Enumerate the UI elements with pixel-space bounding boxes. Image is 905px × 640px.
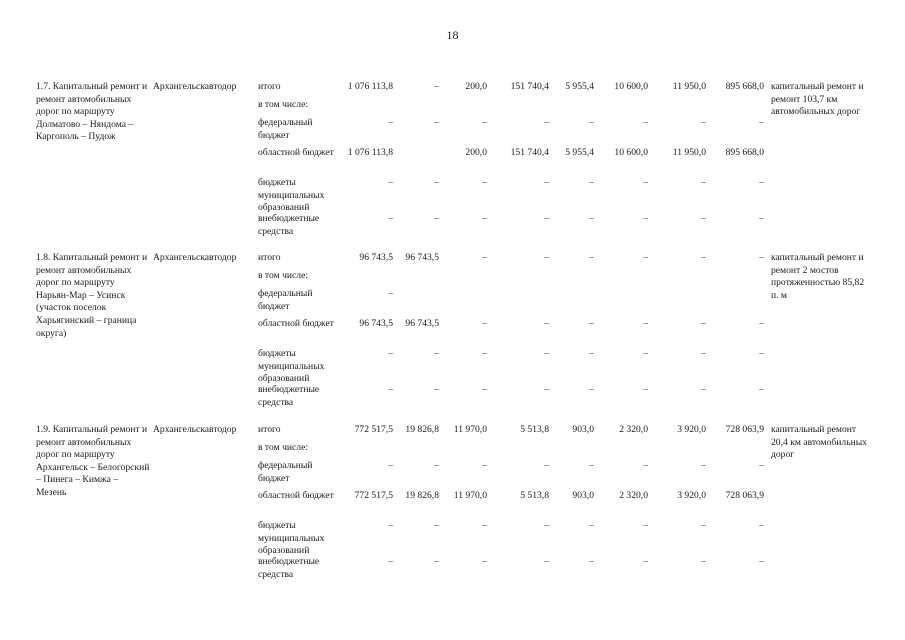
funding-value: –	[701, 177, 706, 188]
funding-value: 11 970,0	[453, 490, 487, 501]
funding-source: итого	[258, 81, 281, 92]
funding-value: –	[482, 213, 487, 224]
funding-value: –	[482, 318, 487, 329]
funding-value: –	[643, 520, 648, 531]
funding-source: бюджеты муниципальных образований	[258, 348, 325, 385]
funding-value: –	[434, 81, 439, 92]
funding-value: –	[434, 117, 439, 128]
funding-value: –	[434, 384, 439, 395]
funding-value: 5 513,8	[520, 490, 549, 501]
funding-value: –	[544, 252, 549, 263]
funding-value: –	[589, 460, 594, 471]
item-executor: Архангельскавтодор	[153, 252, 237, 263]
funding-value: –	[589, 520, 594, 531]
funding-source: внебюджетные средства	[258, 213, 320, 237]
funding-value: –	[388, 348, 393, 359]
funding-source: областной бюджет	[258, 490, 334, 501]
funding-value: –	[482, 556, 487, 567]
funding-value: 96 743,5	[405, 252, 439, 263]
funding-value: 3 920,0	[677, 424, 706, 435]
funding-value: –	[759, 556, 764, 567]
funding-value: –	[482, 177, 487, 188]
funding-value: 10 600,0	[614, 81, 648, 92]
funding-value: 96 743,5	[359, 252, 393, 263]
funding-source: в том числе:	[258, 270, 309, 281]
funding-value: –	[388, 177, 393, 188]
funding-value: –	[544, 460, 549, 471]
funding-source: в том числе:	[258, 442, 309, 453]
funding-value: 5 955,4	[565, 147, 594, 158]
funding-value: –	[388, 213, 393, 224]
funding-value: 772 517,5	[354, 424, 393, 435]
funding-value: 96 743,5	[359, 318, 393, 329]
funding-source: итого	[258, 252, 281, 263]
funding-value: –	[643, 318, 648, 329]
page-number: 18	[446, 28, 459, 42]
funding-value: 5 513,8	[520, 424, 549, 435]
funding-value: –	[759, 318, 764, 329]
funding-value: –	[643, 213, 648, 224]
funding-value: –	[589, 177, 594, 188]
funding-source: федеральный бюджет	[258, 460, 313, 484]
funding-value: –	[482, 460, 487, 471]
funding-value: 895 668,0	[725, 147, 764, 158]
funding-value: 151 740,4	[510, 81, 549, 92]
funding-value: –	[701, 318, 706, 329]
funding-value: –	[759, 520, 764, 531]
funding-value: –	[643, 348, 648, 359]
funding-value: –	[643, 117, 648, 128]
funding-value: 5 955,4	[565, 81, 594, 92]
funding-value: –	[434, 177, 439, 188]
funding-value: –	[482, 384, 487, 395]
item-expected-result: капитальный ремонт 20,4 км автомобильных дорог	[771, 424, 867, 461]
funding-value: 2 320,0	[619, 424, 648, 435]
funding-value: –	[544, 213, 549, 224]
funding-value: –	[701, 213, 706, 224]
funding-value: –	[643, 384, 648, 395]
funding-value: 96 743,5	[405, 318, 439, 329]
funding-value: –	[482, 520, 487, 531]
funding-value: –	[388, 288, 393, 299]
funding-value: –	[701, 252, 706, 263]
item-executor: Архангельскавтодор	[153, 81, 237, 92]
funding-value: –	[759, 384, 764, 395]
funding-value: –	[544, 520, 549, 531]
funding-value: –	[701, 556, 706, 567]
funding-value: –	[643, 252, 648, 263]
funding-source: в том числе:	[258, 99, 309, 110]
funding-source: областной бюджет	[258, 318, 334, 329]
funding-value: –	[544, 384, 549, 395]
funding-value: 19 826,8	[405, 424, 439, 435]
funding-value: –	[544, 117, 549, 128]
funding-value: –	[482, 252, 487, 263]
funding-source: внебюджетные средства	[258, 556, 320, 580]
funding-value: –	[701, 384, 706, 395]
funding-value: –	[759, 177, 764, 188]
funding-value: –	[589, 384, 594, 395]
funding-value: 11 970,0	[453, 424, 487, 435]
funding-value: –	[434, 460, 439, 471]
funding-value: –	[701, 117, 706, 128]
funding-value: –	[434, 556, 439, 567]
funding-value: –	[589, 556, 594, 567]
funding-value: –	[388, 556, 393, 567]
funding-value: –	[434, 213, 439, 224]
funding-value: –	[589, 213, 594, 224]
funding-source: бюджеты муниципальных образований	[258, 520, 325, 557]
funding-source: областной бюджет	[258, 147, 334, 158]
funding-value: 3 920,0	[677, 490, 706, 501]
funding-value: –	[434, 520, 439, 531]
funding-value: 200,0	[465, 147, 487, 158]
funding-value: 728 063,9	[725, 490, 764, 501]
funding-source: внебюджетные средства	[258, 384, 320, 408]
funding-value: –	[759, 348, 764, 359]
funding-value: 151 740,4	[510, 147, 549, 158]
item-expected-result: капитальный ремонт и ремонт 2 мостов протяженностью 85,82 п. м	[771, 252, 865, 301]
item-expected-result: капитальный ремонт и ремонт 103,7 км автомобильных дорог	[771, 81, 864, 118]
item-name: 1.8. Капитальный ремонт и ремонт автомобильных дорог по маршруту Нарьян-Мар – Усинск (участок поселок Харьягинский – граница округа)	[36, 252, 148, 339]
funding-value: 772 517,5	[354, 490, 393, 501]
funding-value: –	[434, 348, 439, 359]
funding-value: –	[388, 460, 393, 471]
funding-value: –	[701, 520, 706, 531]
funding-value: –	[701, 348, 706, 359]
funding-value: 903,0	[572, 424, 594, 435]
funding-value: –	[589, 252, 594, 263]
funding-value: 200,0	[465, 81, 487, 92]
funding-value: –	[759, 460, 764, 471]
funding-value: –	[544, 556, 549, 567]
funding-value: –	[544, 318, 549, 329]
funding-value: 895 668,0	[725, 81, 764, 92]
funding-value: –	[544, 348, 549, 359]
funding-value: –	[589, 117, 594, 128]
funding-value: –	[482, 348, 487, 359]
funding-value: 1 076 113,8	[347, 147, 393, 158]
funding-value: 19 826,8	[405, 490, 439, 501]
funding-value: –	[388, 117, 393, 128]
funding-value: 11 950,0	[672, 81, 706, 92]
funding-value: 728 063,9	[725, 424, 764, 435]
funding-value: –	[589, 348, 594, 359]
funding-value: 10 600,0	[614, 147, 648, 158]
funding-value: 11 950,0	[672, 147, 706, 158]
funding-value: –	[643, 460, 648, 471]
funding-value: –	[643, 556, 648, 567]
funding-source: федеральный бюджет	[258, 288, 313, 312]
funding-value: –	[482, 117, 487, 128]
funding-source: федеральный бюджет	[258, 117, 313, 141]
funding-value: –	[388, 520, 393, 531]
item-executor: Архангельскавтодор	[153, 424, 237, 435]
funding-value: –	[388, 384, 393, 395]
funding-value: 2 320,0	[619, 490, 648, 501]
item-name: 1.7. Капитальный ремонт и ремонт автомобильных дорог по маршруту Долматово – Няндома – Каргополь – Пудож	[36, 81, 148, 143]
funding-value: –	[759, 117, 764, 128]
funding-value: –	[759, 252, 764, 263]
item-name: 1.9. Капитальный ремонт и ремонт автомобильных дорог по маршруту Архангельск – Белогорский – Пинега – Кимжа – Мезень	[36, 424, 150, 498]
funding-value: –	[643, 177, 648, 188]
funding-value: 1 076 113,8	[347, 81, 393, 92]
funding-value: –	[701, 460, 706, 471]
funding-value: –	[589, 318, 594, 329]
funding-value: 903,0	[572, 490, 594, 501]
funding-value: –	[759, 213, 764, 224]
funding-value: –	[544, 177, 549, 188]
funding-source: итого	[258, 424, 281, 435]
funding-source: бюджеты муниципальных образований	[258, 177, 325, 214]
